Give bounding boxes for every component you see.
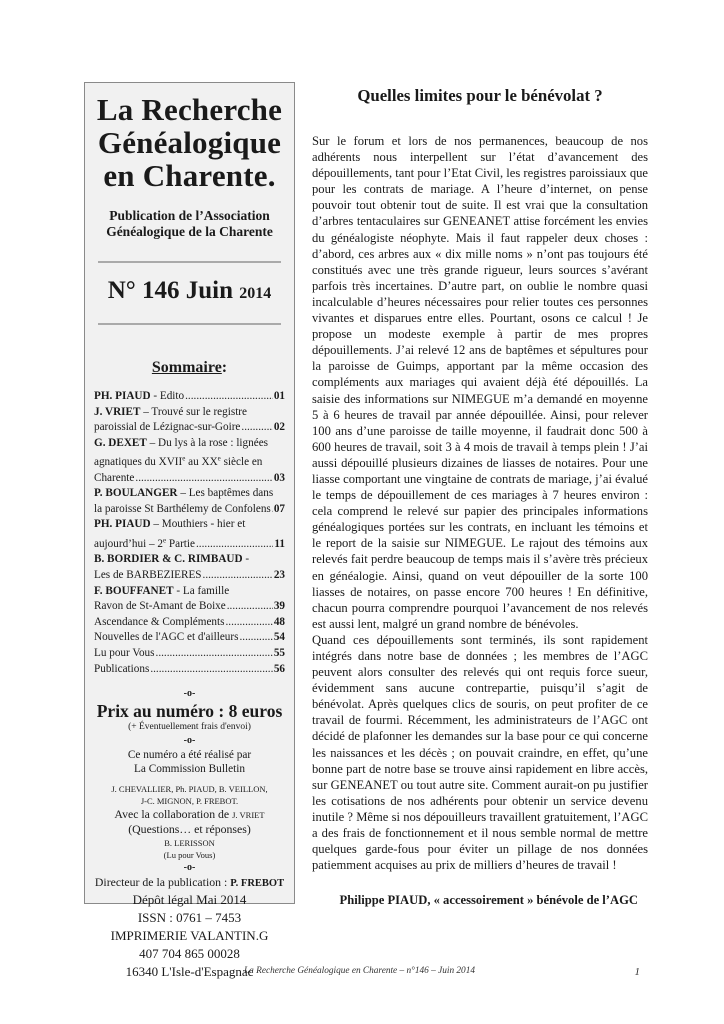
toc-line [94,646,285,662]
toc-text: Nouvelles de l'AGC et d'ailleurs [94,631,239,644]
toc-text: Lu pour Vous [94,646,155,659]
toc-entry [94,615,285,631]
separator: -o- [183,735,196,747]
toc-leader [239,630,272,646]
toc-entry [94,552,285,583]
collaborator-role: (Lu pour Vous) [163,850,216,861]
toc-text: PH. PIAUD - Edito [94,390,185,402]
toc-leader [196,537,273,553]
toc-page-number: 55 [273,646,285,659]
toc-leader [150,662,272,678]
sommaire-colon: : [221,359,228,376]
toc-text: Ravon de St-Amant de Boixe [94,600,226,613]
toc-author: J. VRIET [94,405,141,418]
page-footer [244,966,640,976]
commission-members: J-C. MIGNON, P. FREBOT. [140,796,239,807]
toc-page-number: 11 [274,537,285,550]
toc-line [94,584,285,600]
publisher-subtitle [94,208,285,240]
toc-text: paroissial de Lézignac-sur-Goire [94,421,241,434]
running-title: La Recherche Généalogique en Charente – n°146 – Juin 2014 [244,966,476,976]
toc-entry [94,662,285,678]
printer-siret: 407 704 865 00028 [139,946,240,962]
collaboration-line [94,807,285,822]
toc-line [94,405,285,421]
toc-entry [94,517,285,552]
toc-line [94,502,285,518]
separator: -o- [183,688,196,700]
toc-line [94,471,285,487]
toc-page-number: 23 [273,569,285,581]
toc-author: PH. PIAUD [94,518,151,531]
toc-text: la paroisse St Barthélemy de Confolens [94,502,271,515]
toc-entry [94,630,285,646]
title-line: Généalogique [97,125,282,160]
toc-page-number: 02 [273,421,285,434]
toc-author: G. DEXET [94,436,147,449]
subtitle-line: Publication de l’Association [109,208,270,223]
toc-entry [94,436,285,487]
issue-number [94,277,285,308]
toc-leader [185,389,273,405]
toc-leader [241,420,272,436]
collaborator-role: (Questions… et réponses) [128,822,251,837]
toc-leader [203,568,273,584]
toc-author: B. BORDIER & C. RIMBAUD [94,553,243,566]
divider [98,323,281,325]
toc-text: P. BOULANGER – Les baptêmes dans [94,487,274,500]
toc-entry [94,584,285,615]
toc-text: Charente [94,471,135,484]
toc-text: J. VRIET – Trouvé sur le registre [94,405,248,418]
editorial-article [312,82,648,908]
toc-text: Publications [94,662,150,675]
toc-entry [94,646,285,662]
printer-address: 16340 L'Isle-d'Espagnac [125,964,254,980]
toc-line [94,451,285,470]
toc-leader [135,471,272,487]
toc-text: B. BORDIER & C. RIMBAUD - [94,553,250,566]
toc-page-number: 39 [273,600,285,613]
toc-entry [94,389,285,405]
article-title: Quelles limites pour le bénévolat ? [357,86,603,105]
toc-line [94,436,285,452]
page-number: 1 [634,966,640,978]
toc-line [94,486,285,502]
toc-leader [156,646,273,662]
toc-page-number: 54 [273,631,285,644]
collaborator-name: B. LERISSON [164,838,215,849]
toc-line [94,533,285,552]
article-paragraph: Sur le forum et lors de nos permanences, beaucoup de nos adhérents nous interpellent sur l’état d’avancement des dépouillements, tant pour l’Etat Civil, les registres paroissiaux que pour les contrats de mariage. A l’heure d’internet, on pense pouvoir tout obtenir tout de suite. Il est vrai que la consultation d’arbres tentaculaires sur GENEANET attise forcément les envies du généalogiste néophyte. Mais il faut rappeler deux choses : d’abord, ces arbres aux « dix mille noms » n’ont pas toujours été constitués avec une très grande rigueur, leurs sources s’avérant parfois très incertaines. D’autre part, on oublie le nombre quasi incalculable d’heures nécessaires pour relier toutes ces personnes vivantes et disparues entre elles. Pourtant, osons ce calcul ! Je propose un modeste exemple à partir de mes propres dépouillements. J’ai relevé 12 ans de baptêmes et sépultures pour la paroisse de Guimps, apportant par la même occasion des compléments aux mariages qui avaient déjà été dépouillés. La saisie des informations sur NIMEGUE m’a demandé en moyenne 5 à 6 heures de travail par année dépouillée. Ainsi, pour relever 100 ans d’une paroisse de taille moyenne, il faudrait donc 500 à 600 heures de travail, soit 3 à 4 mois de travail à temps plein ! J’ai aussi dépouillé plusieurs dizaines de liasses de notaires. Pour une liasse comportant une vingtaine de contrats de mariage, j’ai évalué le temps de dépouillement de ces mariages à 7 heures environ : cela comprend le relevé sur papier des principales informations généalogiques portées sur les contrats, en incluant les témoins et le report de la saisie sur NIMEGUE. Le rajout des témoins aux relevés fait perdre beaucoup de temps mais il s’avère très précieux en généalogie. Ainsi, quand on veut dépouiller de la sorte 100 liasses de notaires, on passe encore 700 heures ! En définitive, chacun pourra comprendre pourquoi l’avancement de nos relevés est aussi lent, malgré un grand nombre de bénévoles. [312,134,648,631]
toc-line [94,517,285,533]
depot-legal: Dépôt légal Mai 2014 [132,892,247,908]
separator: -o- [183,862,196,874]
table-of-contents [94,389,285,677]
article-signature: Philippe PIAUD, « accessoirement » bénévole de l’AGC [339,893,638,908]
issue-year: 2014 [239,285,272,302]
toc-page-number: 56 [273,662,285,675]
toc-text: aujourd’hui – 2e Partie [94,536,195,550]
commission-members: J. CHEVALLIER, Ph. PIAUD, B. VEILLON, [111,784,268,795]
director-name: P. FREBOT [230,878,285,890]
toc-entry [94,486,285,517]
toc-text: PH. PIAUD – Mouthiers - hier et [94,518,246,531]
toc-page-number: 01 [273,390,285,402]
toc-line [94,420,285,436]
credit-line: Ce numéro a été réalisé par [127,749,252,762]
price: Prix au numéro : 8 euros [96,701,283,722]
toc-text: Ascendance & Compléments [94,615,225,628]
toc-line [94,389,285,405]
collaboration-label: Avec la collaboration de [114,807,230,822]
subtitle-line: Généalogique de la Charente [106,224,273,239]
toc-text: agnatiques du XVIIe au XXe siècle en [94,454,263,469]
printer-name: IMPRIMERIE VALANTIN.G [110,928,269,944]
title-line: en Charente. [103,158,276,193]
credit-line: La Commission Bulletin [133,763,246,776]
issn: ISSN : 0761 – 7453 [137,910,242,926]
article-paragraph: Quand ces dépouillements sont terminés, ils sont rapidement intégrés dans notre base de données ; les membres de l’AGC peuvent alors consulter des relevés qui ont requis force sueur, évidemment sans aucune contrepartie, puisqu’il s’agit de bénévolat. Après quelques clics de souris, on peut profiter de ce travail de fourmi. Récemment, les administrateurs de l’AGC ont décidé de plafonner les demandes sur la base pour ce qui concerne les naissances et les décès ; on pouvait craindre, en effet, qu’une bonne part de notre base se trouve ainsi rapidement en libre accès, sur GENEANET ou tout autre site. Comment aurait-on pu justifier les cotisations de nos adhérents pour obtenir un service devenu inutile ? Même si nos dépouilleurs travaillent gratuitement, l’AGC a des frais de fonctionnement et il nous semble normal de mettre quelques garde-fous pour éviter un pillage de nos données patiemment acquises au prix de milliers d’heures de travail ! [312,632,648,873]
toc-line [94,599,285,615]
director-label: Directeur de la publication : [94,875,228,890]
toc-leader [272,502,273,518]
toc-line [94,615,285,631]
toc-page-number: 03 [273,471,285,484]
toc-entry [94,405,285,436]
toc-leader [226,615,273,631]
toc-page-number: 48 [273,615,285,628]
toc-text: F. BOUFFANET - La famille [94,584,230,597]
sommaire-heading [94,359,285,377]
toc-leader [227,599,273,615]
divider [98,261,281,263]
toc-line [94,630,285,646]
toc-line [94,568,285,584]
toc-author: F. BOUFFANET [94,584,174,597]
issue-label: N° 146 Juin [107,277,234,304]
article-body [312,133,648,873]
sommaire-label: Sommaire [151,359,222,376]
toc-page-number: 07 [273,502,285,515]
toc-author: PH. PIAUD [94,390,151,402]
director-line [94,875,285,891]
title-line: La Recherche [96,92,283,127]
collaborator-name: J. VRIET [232,810,265,821]
toc-author: P. BOULANGER [94,487,178,500]
sidebar-box [84,82,295,980]
toc-text: Les de BARBEZIERES [94,569,202,581]
price-note: (+ Éventuellement frais d'envoi) [128,722,251,733]
toc-text: G. DEXET – Du lys à la rose : lignées [94,436,269,449]
toc-line [94,662,285,678]
toc-line [94,552,285,568]
magazine-title [94,93,285,192]
